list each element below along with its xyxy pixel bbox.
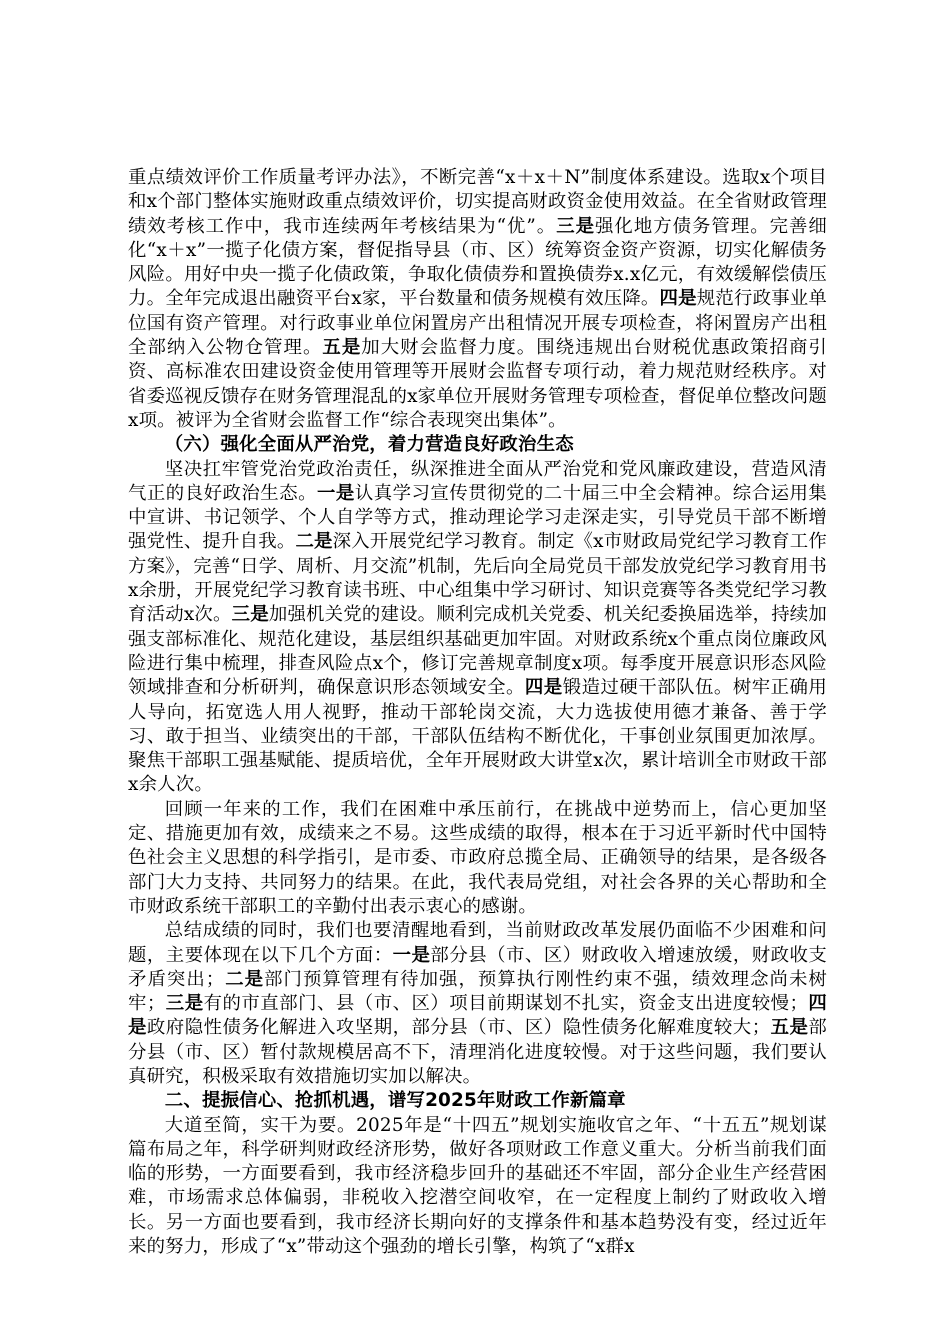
- text-run: 加强机关党的建设。顺利完成机关党委、机关纪委换届选举，持续加强支部标准化、规范化建设，基层组织基础更加牢固。对财政系统x个重点岗位廉政风险进行集中梳理，排查风险点x个，修订完善规章制度x项。每季度开展意识形态风险领域排查和分析研判，确保意识形态领域安全。: [128, 604, 827, 699]
- text-run: 政府隐性债务化解进入攻坚期，部分县（市、区）隐性债务化解难度较大；: [146, 1017, 771, 1039]
- bold-run: 三是: [556, 215, 596, 237]
- paragraph-fiscal-management: [128, 166, 827, 433]
- bold-run: 四是: [524, 677, 563, 699]
- section-heading-6: （六）强化全面从严治党，着力营造良好政治生态: [164, 434, 574, 456]
- text-run: 部分县（市、区）财政收入增速放缓，财政收支矛盾突出；: [128, 944, 828, 990]
- paragraph-party-building: [128, 458, 827, 798]
- bold-run: 一是: [392, 944, 431, 966]
- text-run: 认真学习宣传贯彻党的二十届三中全会精神。综合运用集中宣讲、书记领学、个人自学等方式，推动理论学习走深走实，引导党员干部不断增强党性、提升自我。: [128, 482, 827, 553]
- text-run: 总结成绩的同时，我们也要清醒地看到，当前财政改革发展仍面临不少困难和问题，主要体现在以下几个方面：: [128, 920, 827, 966]
- text-run: 强化地方债务管理。完善细化“x＋x”一揽子化债方案，督促指导县（市、区）统筹资金资产资源，切实化解债务风险。用好中央一揽子化债政策，争取化债债券和置换债券x.x亿元，有效缓解偿债压力。全年完成退出融资平台x家，平台数量和债务规模有效压降。: [128, 215, 828, 310]
- document-page: [128, 166, 827, 1259]
- text-run: 有的市直部门、县（市、区）项目前期谋划不扎实，资金支出进度较慢；: [203, 993, 809, 1015]
- text-run: 深入开展党纪学习教育。制定《x市财政局党纪学习教育工作方案》，完善“日学、周析、月交流”机制，先后向全局党员干部发放党纪学习教育用书x余册，开展党纪学习教育读书班、中心组集中学习研讨、知识竞赛等各类党纪学习教育活动x次。: [128, 531, 827, 626]
- text-run: 规范行政事业单位国有资产管理。对行政事业单位闲置房产出租情况开展专项检查，将闲置房产出租全部纳入公物仓管理。: [128, 288, 827, 359]
- section-heading-2: 二、提振信心、抢抓机遇，谱写2025年财政工作新篇章: [164, 1090, 626, 1112]
- bold-run: 三是: [165, 993, 204, 1015]
- bold-run: 二是: [295, 531, 333, 553]
- text-run: 锻造过硬干部队伍。树牢正确用人导向，拓宽选人用人视野，推动干部轮岗交流，大力选拔使用德才兼备、善于学习、敢于担当、业绩突出的干部，干部队伍结构不断优化，干事创业氛围更加浓厚。聚焦干部职工强基赋能、提质培优，全年开展财政大讲堂x次，累计培训全市财政干部x余人次。: [128, 677, 828, 796]
- bold-run: 五是: [770, 1017, 809, 1039]
- text-run: 加大财会监督力度。围绕违规出台财税优惠政策招商引资、高标准农田建设资金使用管理等开展财会监督专项行动，着力规范财经秩序。对省委巡视反馈存在财务管理混乱的x家单位开展财务管理专项检查，督促单位整改问题x项。被评为全省财会监督工作“综合表现突出集体”。: [128, 337, 827, 431]
- bold-run: 五是: [322, 337, 362, 359]
- bold-run: 三是: [231, 604, 269, 626]
- bold-run: 四是: [659, 288, 697, 310]
- text-run: 重点绩效评价工作质量考评办法》，不断完善“x＋x＋N”制度体系建设。选取x个项目和x个部门整体实施财政重点绩效评价，切实提高财政资金使用效益。在全省财政管理绩效考核工作中，我市连续两年考核结果为“优”。: [128, 167, 827, 237]
- bold-run: 二是: [224, 968, 265, 990]
- bold-run: 一是: [317, 482, 355, 504]
- text-run: 坚决扛牢管党治党政治责任，纵深推进全面从严治党和党风廉政建设，营造风清气正的良好政治生态。: [128, 458, 827, 504]
- bold-run: 四是: [128, 993, 827, 1039]
- text-run: 部分县（市、区）暂付款规模居高不下，清理消化进度较慢。对于这些问题，我们要认真研究，积极采取有效措施切实加以解决。: [128, 1017, 827, 1087]
- text-run: 部门预算管理有待加强，预算执行刚性约束不强，绩效理念尚未树牢；: [128, 968, 827, 1015]
- paragraph-review: 回顾一年来的工作，我们在困难中承压前行，在挑战中逆势而上，信心更加坚定、措施更加有效，成绩来之不易。这些成绩的取得，根本在于习近平新时代中国特色社会主义思想的科学指引，是市委、市政府总揽全局、正确领导的结果，是各级各部门大力支持、共同努力的结果。在此，我代表局党组，对社会各界的关心帮助和全市财政系统干部职工的辛勤付出表示衷心的感谢。: [128, 798, 827, 917]
- paragraph-problems: [128, 919, 827, 1089]
- paragraph-outlook: 大道至简，实干为要。2025年是“十四五”规划实施收官之年、“十五五”规划谋篇布局之年，科学研判财政经济形势，做好各项财政工作意义重大。分析当前我们面临的形势，一方面要看到，我市经济稳步回升的基础还不牢固，部分企业生产经营困难，市场需求总体偏弱，非税收入挖潜空间收窄，在一定程度上制约了财政收入增长。另一方面也要看到，我市经济长期向好的支撑条件和基本趋势没有变，经过近年来的努力，形成了“x”带动这个强劲的增长引擎，构筑了“x群x: [128, 1114, 827, 1258]
